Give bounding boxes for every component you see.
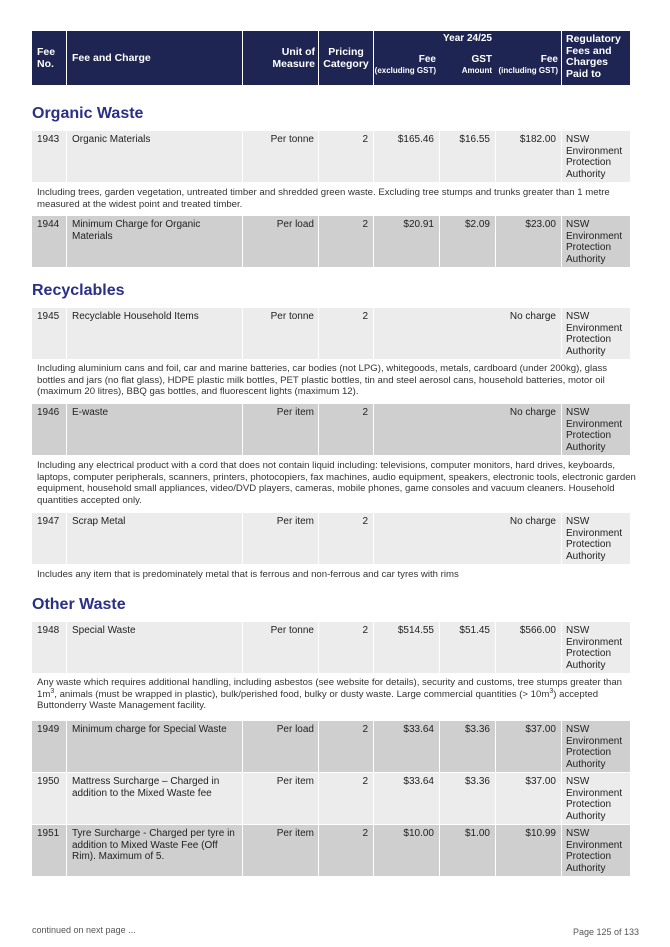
fee-number: 1943 [32,131,66,182]
no-charge-label: No charge [374,308,561,359]
fee-number: 1945 [32,308,66,359]
fee-name: Minimum Charge for Organic Materials [67,216,242,267]
fee-name: E-waste [67,404,242,455]
table-row [32,404,639,455]
section-title-other: Other Waste [32,596,126,613]
fee-excl-gst: $33.64 [374,721,439,772]
gst-amount: $51.45 [440,622,495,673]
pricing-category: 2 [319,513,373,564]
fee-name: Recyclable Household Items [67,308,242,359]
fee-number: 1948 [32,622,66,673]
paid-to: NSW Environment Protection Authority [562,721,630,772]
section-title-organic: Organic Waste [32,105,144,122]
header-unit-of-measure: Unit of Measure [243,31,318,85]
fee-excl-gst: $165.46 [374,131,439,182]
unit-of-measure: Per load [243,721,318,772]
fee-incl-gst: $182.00 [496,131,561,182]
unit-of-measure: Per tonne [243,131,318,182]
row-note: Including aluminium cans and foil, car and marine batteries, car bodies (not LPG), whitegoods, metals, cardboard (under 200kg), glass bottles and jars (no flat glass), HDPE plastic milk bottles, PET plastic bottles, tin and steel aerosol cans, household batteries, motor oil (maximum 20 litres), BBQ gas bottles, and fluorescent lights (maximum 12). [37,363,608,397]
paid-to: NSW Environment Protection Authority [562,622,630,673]
pricing-category: 2 [319,721,373,772]
unit-of-measure: Per tonne [243,308,318,359]
unit-of-measure: Per tonne [243,622,318,673]
table-row [32,131,639,182]
fee-name: Minimum charge for Special Waste [67,721,242,772]
fee-incl-gst: $10.99 [496,825,561,876]
fee-excl-gst: $33.64 [374,773,439,824]
fee-number: 1950 [32,773,66,824]
paid-to: NSW Environment Protection Authority [562,513,630,564]
paid-to: NSW Environment Protection Authority [562,131,630,182]
fee-schedule-page [32,31,639,874]
gst-amount: $1.00 [440,825,495,876]
fee-number: 1949 [32,721,66,772]
fee-number: 1951 [32,825,66,876]
unit-of-measure: Per item [243,404,318,455]
page-number: Page 125 of 133 [572,927,639,937]
fee-name: Tyre Surcharge - Charged per tyre in addition to Mixed Waste Fee (Off Rim). Maximum of 5. [67,825,242,876]
table-row [32,773,639,824]
header-fee-excl: Fee (excluding GST) [374,53,436,75]
header-pricing-category: Pricing Category [319,31,373,85]
paid-to: NSW Environment Protection Authority [562,216,630,267]
row-note: Including any electrical product with a cord that does not contain liquid including: televisions, computer monitors, hard drives, keyboards, laptops, computer peripherals, scanners, printers, photocopiers, fax machines, audio equipment, speakers, electronic tools, electronic garden equipment, household small appliances, video/DVD players, cameras, mobile phones, game consoles and vacuum cleaners. Household quantities accepted only. [37,460,636,506]
fee-incl-gst: $37.00 [496,773,561,824]
unit-of-measure: Per item [243,825,318,876]
fee-name: Organic Materials [67,131,242,182]
header-year-group [374,31,561,85]
pricing-category: 2 [319,825,373,876]
table-header [32,31,639,85]
table-row [32,825,639,876]
fee-excl-gst: $20.91 [374,216,439,267]
fee-number: 1946 [32,404,66,455]
header-fee-and-charge: Fee and Charge [67,31,242,85]
fee-excl-gst: $10.00 [374,825,439,876]
header-gst: GST Amount [461,53,492,75]
gst-amount: $16.55 [440,131,495,182]
pricing-category: 2 [319,404,373,455]
row-note: Includes any item that is predominately metal that is ferrous and non-ferrous and car tyres with rims [37,569,459,580]
fee-incl-gst: $23.00 [496,216,561,267]
paid-to: NSW Environment Protection Authority [562,404,630,455]
no-charge-label: No charge [374,404,561,455]
gst-amount: $3.36 [440,773,495,824]
table-row [32,308,639,359]
fee-name: Scrap Metal [67,513,242,564]
fee-number: 1947 [32,513,66,564]
pricing-category: 2 [319,131,373,182]
pricing-category: 2 [319,622,373,673]
header-regulatory: Regulatory Fees and Charges Paid to [562,31,630,85]
pricing-category: 2 [319,216,373,267]
header-year: Year 24/25 [443,33,492,44]
fee-incl-gst: $37.00 [496,721,561,772]
paid-to: NSW Environment Protection Authority [562,825,630,876]
unit-of-measure: Per load [243,216,318,267]
paid-to: NSW Environment Protection Authority [562,308,630,359]
section-title-recyclables: Recyclables [32,282,125,299]
no-charge-label: No charge [374,513,561,564]
pricing-category: 2 [319,773,373,824]
fee-excl-gst: $514.55 [374,622,439,673]
pricing-category: 2 [319,308,373,359]
unit-of-measure: Per item [243,513,318,564]
fee-number: 1944 [32,216,66,267]
fee-incl-gst: $566.00 [496,622,561,673]
row-note: Including trees, garden vegetation, untreated timber and shredded green waste. Excluding tree stumps and trunks greater than 1 metre measured at the widest point and treated timber. [37,187,610,210]
unit-of-measure: Per item [243,773,318,824]
continued-note: continued on next page ... [32,925,136,935]
header-fee-incl: Fee (including GST) [498,53,558,75]
gst-amount: $3.36 [440,721,495,772]
paid-to: NSW Environment Protection Authority [562,773,630,824]
table-row [32,216,639,267]
fee-name: Special Waste [67,622,242,673]
gst-amount: $2.09 [440,216,495,267]
table-row [32,721,639,772]
table-row [32,513,639,564]
table-row [32,622,639,673]
fee-name: Mattress Surcharge – Charged in addition to the Mixed Waste fee [67,773,242,824]
header-fee-no: Fee No. [32,31,66,85]
row-note: Any waste which requires additional handling, including asbestos (see website for details), security and customs, tree stumps greater than $1m^3$, animals (must be wrapped in plastic), bulk/perished food, bulky or dusty waste. Large commercial quantities (> $10m^3$) accepted Buttonderry Waste Management facility. [37,677,622,711]
